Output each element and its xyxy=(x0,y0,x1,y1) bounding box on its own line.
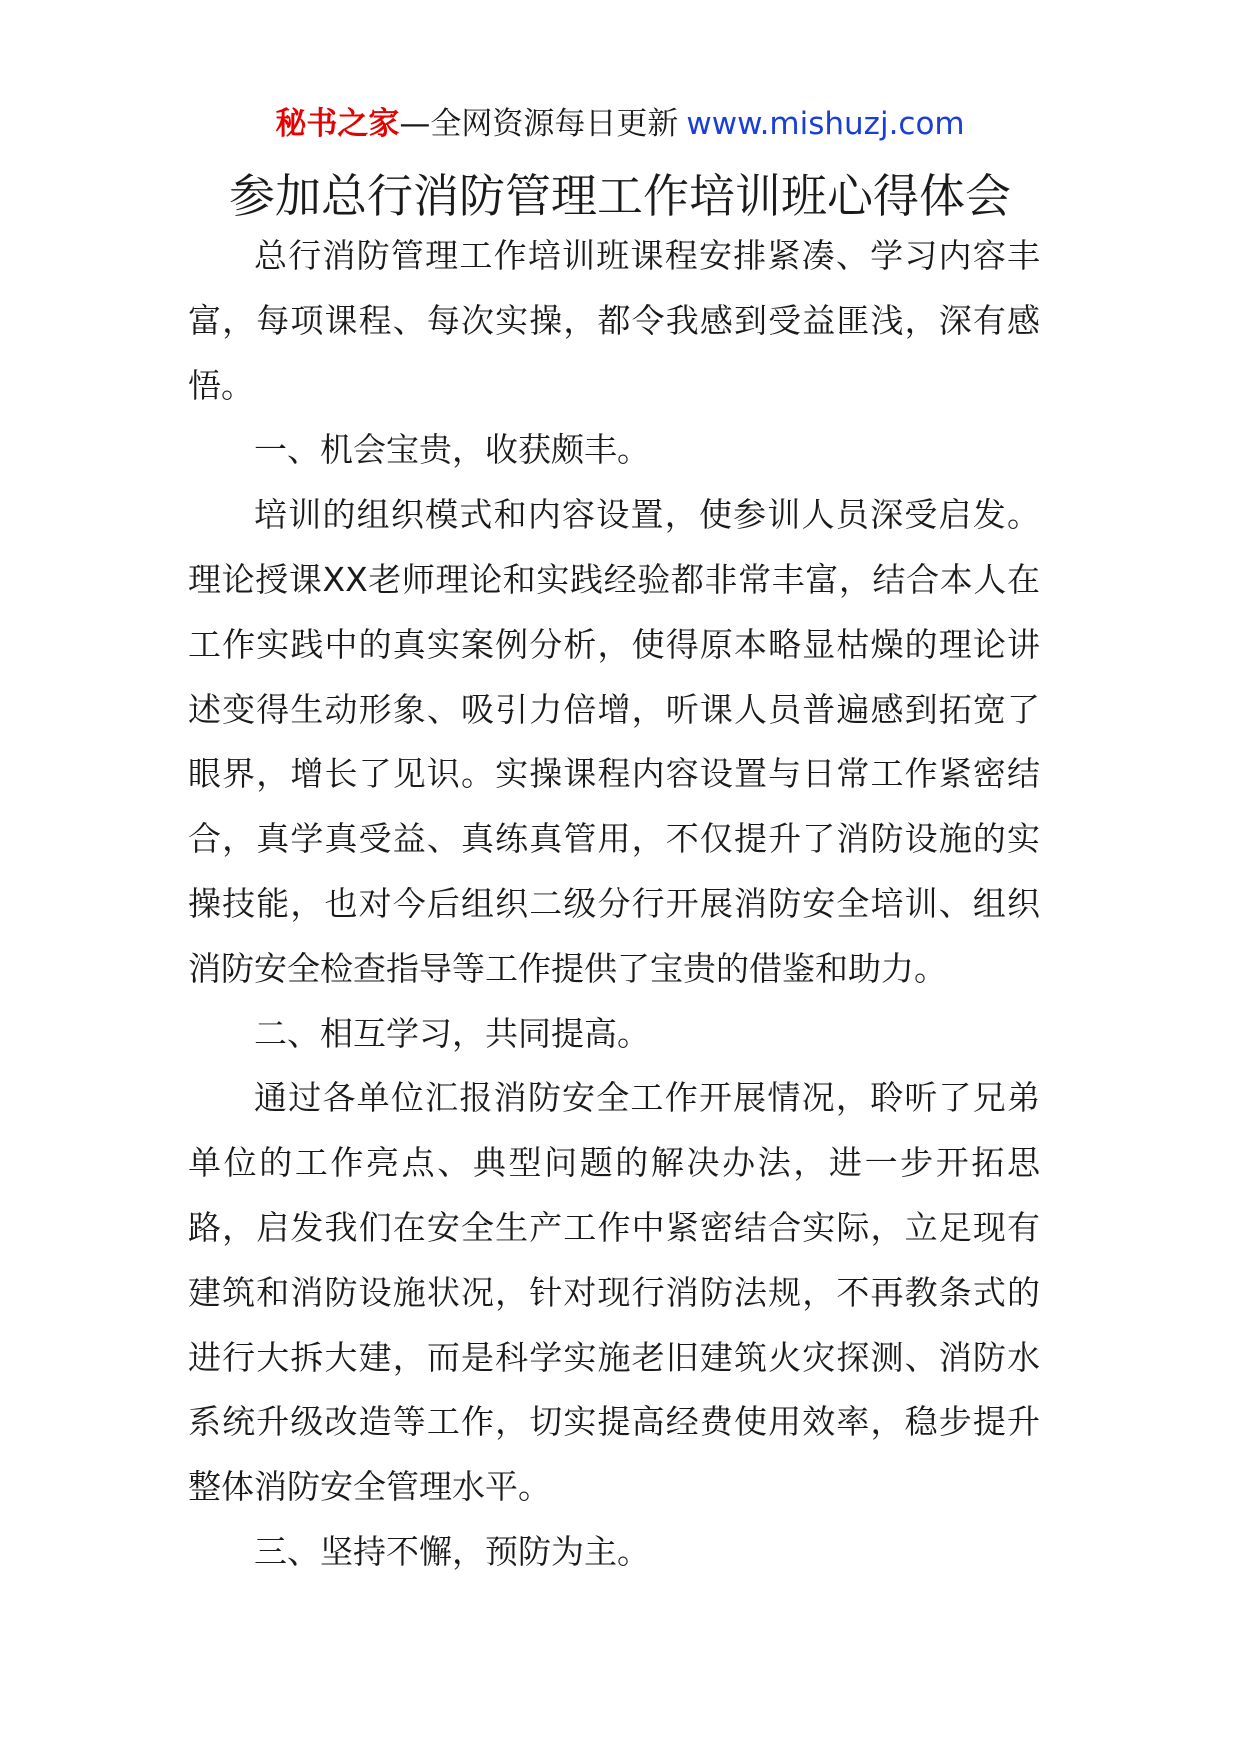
paragraph-intro: 总行消防管理工作培训班课程安排紧凑、学习内容丰富，每项课程、每次实操，都令我感到受益匪浅，深有感悟。 xyxy=(188,236,1040,405)
site-tagline: —全网资源每日更新 xyxy=(399,106,679,142)
section-heading-3: 三、坚持不懈，预防为主。 xyxy=(254,1531,650,1571)
paragraph-section-1: 培训的组织模式和内容设置，使参训人员深受启发。理论授课XX老师理论和实践经验都非常丰富，结合本人在工作实践中的真实案例分析，使得原本略显枯燥的理论讲述变得生动形象、吸引力倍增，听课人员普遍感到拓宽了眼界，增长了见识。实操课程内容设置与日常工作紧密结合，真学真受益、真练真管用，不仅提升了消防设施的实操技能，也对今后组织二级分行开展消防安全培训、组织消防安全检查指导等工作提供了宝贵的借鉴和助力。 xyxy=(188,495,1040,988)
document-title: 参加总行消防管理工作培训班心得体会 xyxy=(229,169,1011,223)
document-body xyxy=(188,224,1040,1585)
paragraph-section-2: 通过各单位汇报消防安全工作开展情况，聆听了兄弟单位的工作亮点、典型问题的解决办法，进一步开拓思路，启发我们在安全生产工作中紧密结合实际，立足现有建筑和消防设施状况，针对现行消防法规，不再教条式的进行大拆大建，而是科学实施老旧建筑火灾探测、消防水系统升级改造等工作，切实提高经费使用效率，稳步提升整体消防安全管理水平。 xyxy=(188,1078,1040,1507)
site-url[interactable]: www.mishuzj.com xyxy=(686,106,965,142)
site-brand: 秘书之家 xyxy=(275,106,400,142)
site-banner xyxy=(0,100,1240,148)
section-heading-2: 二、相互学习，共同提高。 xyxy=(254,1013,650,1053)
section-heading-1: 一、机会宝贵，收获颇丰。 xyxy=(254,430,650,470)
